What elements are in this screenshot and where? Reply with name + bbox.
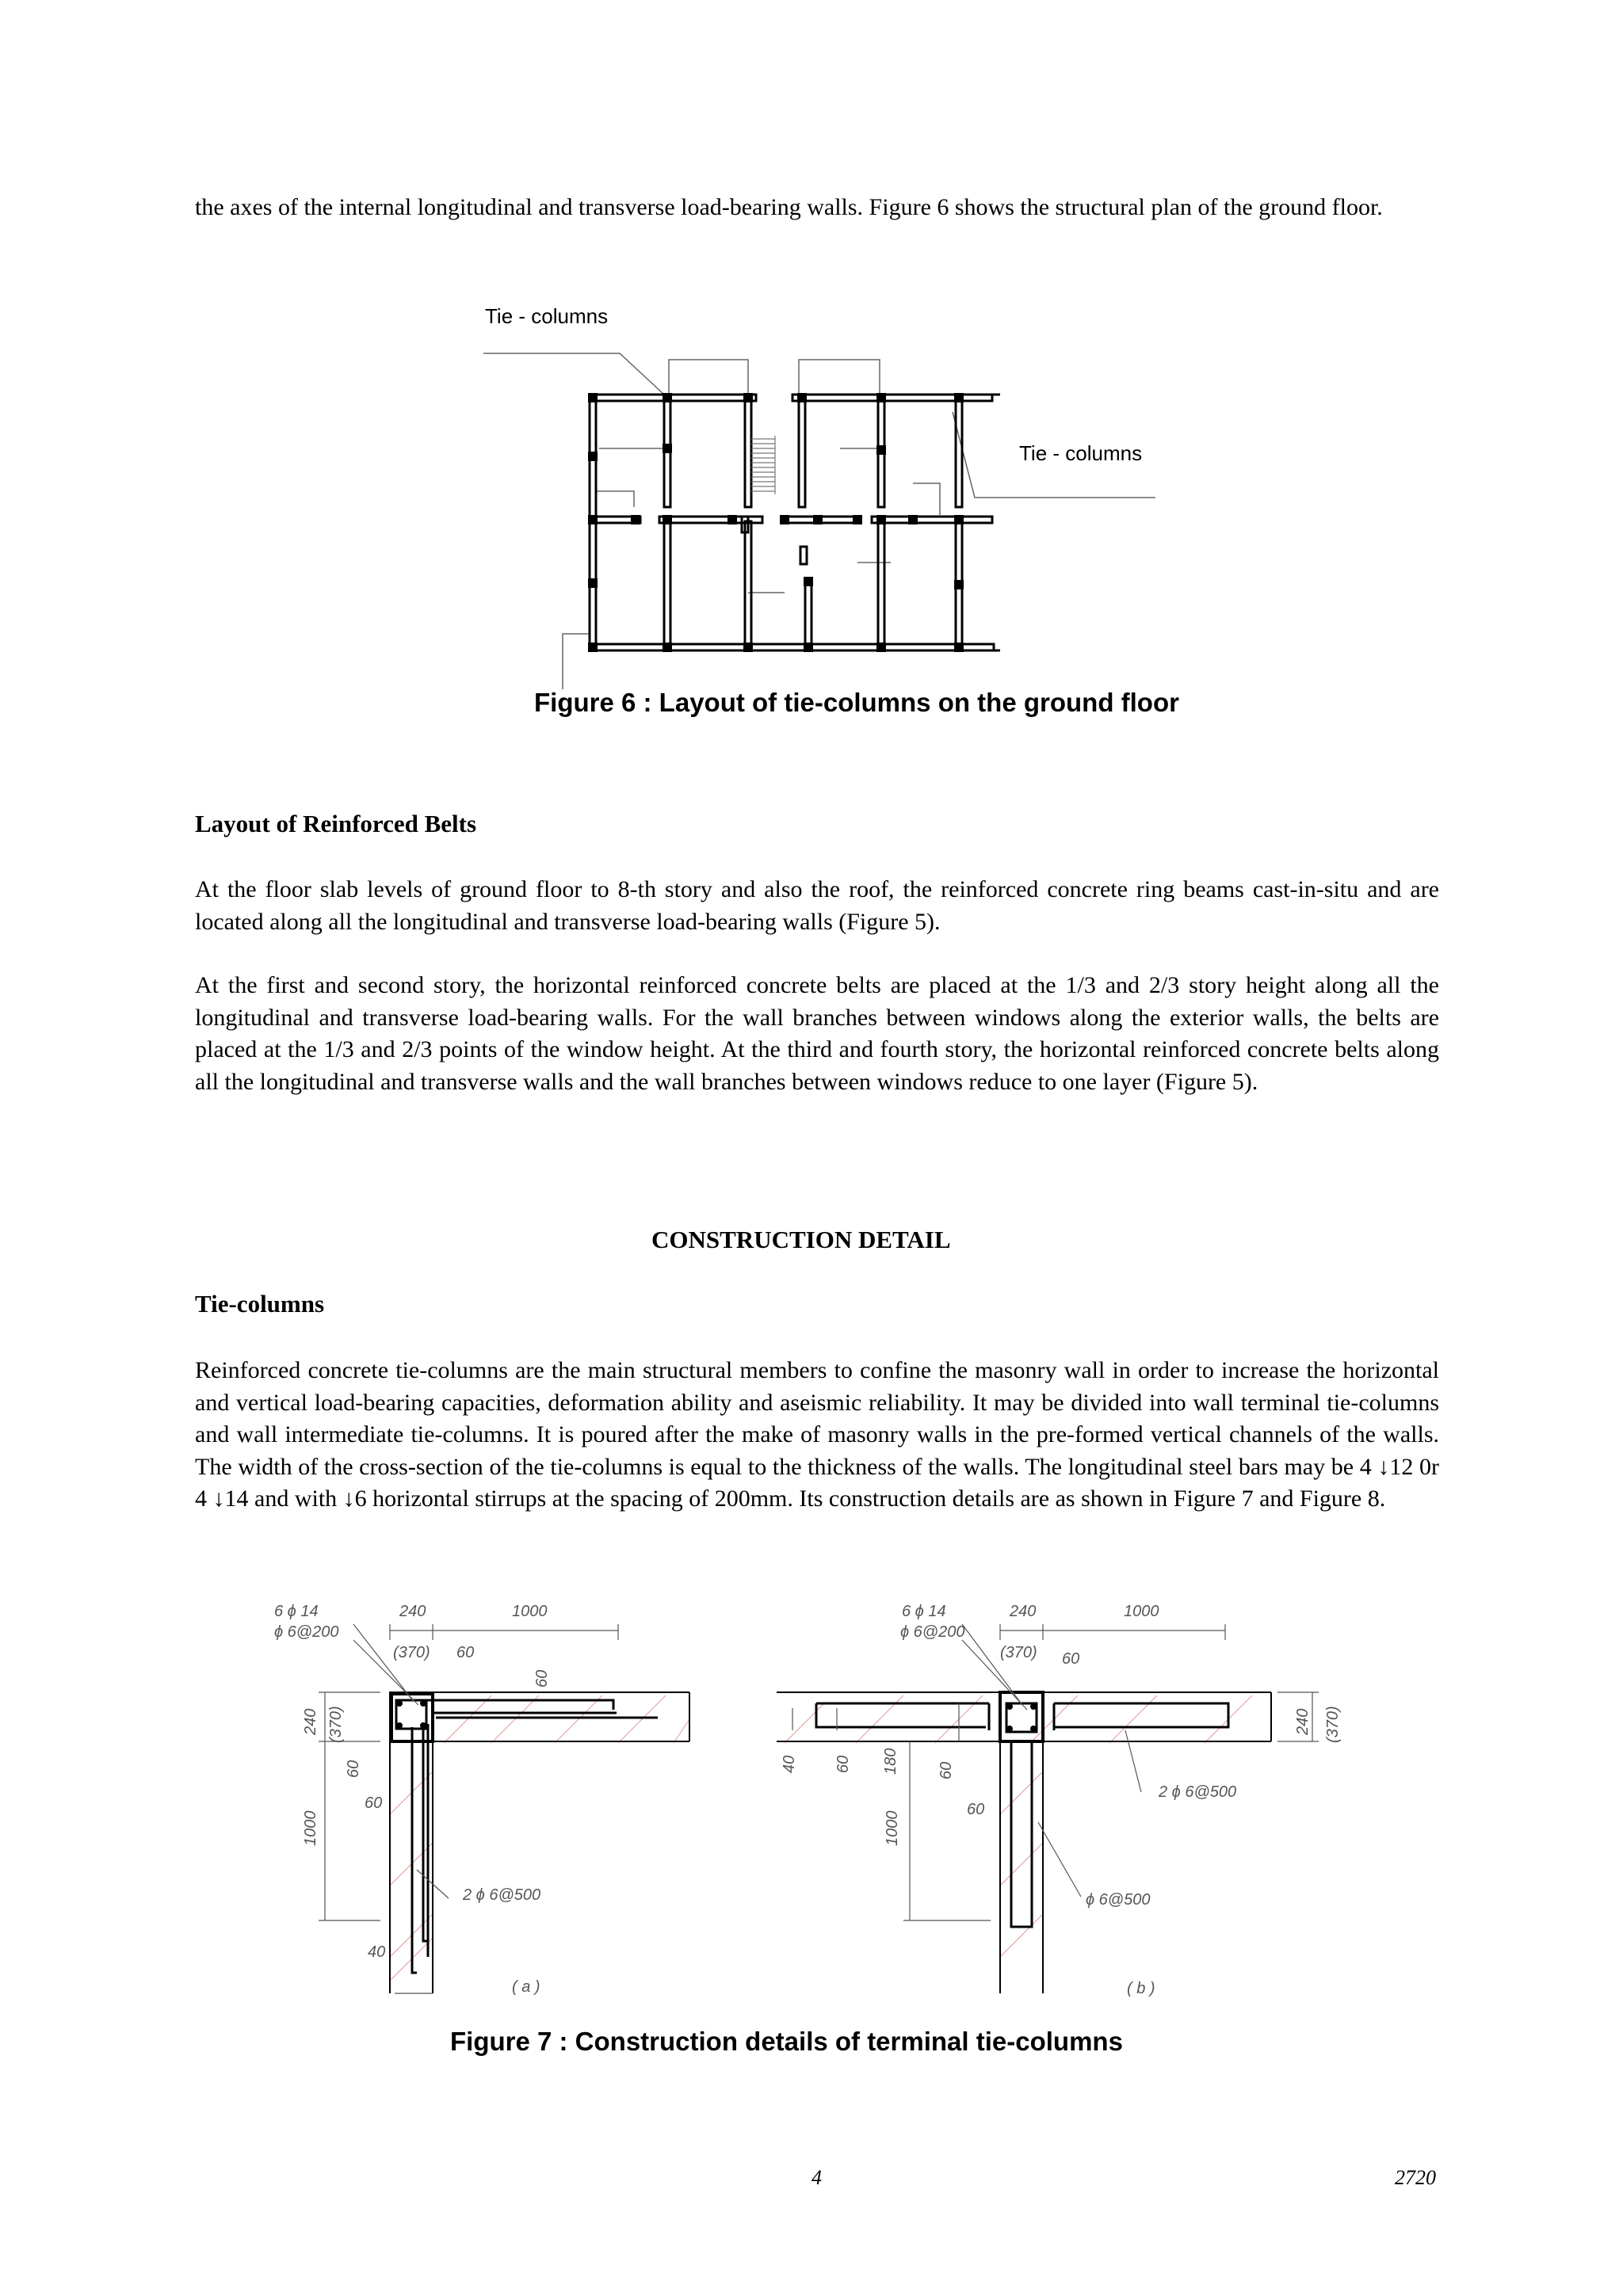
figure6-label-left: Tie - columns (485, 304, 609, 328)
figure7a-subcaption: ( a ) (512, 1978, 540, 1996)
figure7b-bars-label: 6 ϕ 14 (902, 1603, 946, 1620)
figure7b-dim-60-c: 60 (938, 1761, 955, 1779)
figure7b-dim-370-v: (370) (1324, 1706, 1342, 1743)
figure7b-drawing (777, 1624, 1319, 1993)
figure7b-dim-240: 240 (1010, 1603, 1037, 1620)
figure7b-dim-60-b: 60 (834, 1755, 852, 1773)
figure7b-dim-40: 40 (781, 1755, 798, 1773)
figure7a-dim-370-v: (370) (327, 1706, 345, 1743)
paper-id: 2720 (1395, 2166, 1436, 2189)
figure7b-dim-60-a: 60 (1062, 1650, 1080, 1668)
figure7a-dim-240: 240 (399, 1603, 426, 1620)
figure7b-dim-180: 180 (882, 1748, 899, 1775)
figure7a-dim-60-b: 60 (533, 1669, 551, 1688)
figure6-caption: Figure 6 : Layout of tie-columns on the ground floor (534, 688, 1179, 717)
figure7a-dim-60-c: 60 (345, 1760, 362, 1778)
page-number: 4 (812, 2166, 822, 2189)
figure7a-dim-1000-left: 1000 (302, 1810, 319, 1846)
figure7b-dim-60-d: 60 (967, 1801, 985, 1818)
figure7a-tie-label: 2 ϕ 6@500 (463, 1886, 541, 1904)
figure7a-dim-60-d: 60 (365, 1794, 383, 1812)
figure7a-bars-label: 6 ϕ 14 (274, 1603, 319, 1620)
heading-tie-columns: Tie-columns (195, 1290, 325, 1318)
figure7b-tie-h-label: 2 ϕ 6@500 (1159, 1783, 1237, 1801)
figure7a-stirrup-label: ϕ 6@200 (274, 1623, 339, 1641)
figure7b-subcaption: ( b ) (1127, 1980, 1155, 1997)
figure7a-dim-240-v: 240 (302, 1708, 319, 1735)
figure7a-dim-370: (370) (393, 1644, 430, 1661)
figure7a-dim-1000-top: 1000 (512, 1603, 548, 1620)
figure7b-dim-240-v: 240 (1294, 1708, 1312, 1735)
tie-columns-paragraph: Reinforced concrete tie-columns are the main structural members to confine the masonry wall in order to increase the horizontal and vertical load-bearing capacities, deformation ability and aseismic reliability. It may be divided into wall terminal tie-columns and wall intermediate tie-columns. It is poured after the make of masonry walls in the pre-formed vertical channels of the walls. The width of the cross-section of the tie-columns is equal to the thickness of the walls. The longitudinal steel bars may be 4 ↓12 0r 4 ↓14 and with ↓6 horizontal stirrups at the spacing of 200mm. Its construction details are as shown in Figure 7 and Figure 8. (195, 1357, 1439, 1512)
figure6-label-right: Tie - columns (1019, 441, 1143, 465)
heading-construction-detail: CONSTRUCTION DETAIL (651, 1226, 951, 1253)
figure7a-dim-60-a: 60 (456, 1644, 475, 1661)
belts-paragraph-2: At the first and second story, the horizontal reinforced concrete belts are placed at the 1/3 and 2/3 story height along all the longitudinal and transverse load-bearing walls. For the wall branches between windows along the exterior walls, the belts are placed at the 1/3 and 2/3 points of the window height. At the third and fourth story, the horizontal reinforced concrete belts along all the longitudinal and transverse walls and the wall branches between windows reduce to one layer (Figure 5). (195, 972, 1439, 1095)
figure7b-tie-v-label: ϕ 6@500 (1086, 1891, 1151, 1909)
figure7b-stirrup-label: ϕ 6@200 (900, 1623, 965, 1641)
figure7a-dim-40: 40 (368, 1943, 386, 1961)
figure7b-dim-370: (370) (1000, 1644, 1037, 1661)
belts-paragraph-1: At the floor slab levels of ground floor to 8-th story and also the roof, the reinforced concrete ring beams cast-in-situ and are located along all the longitudinal and transverse load-bearing walls (Figure 5). (195, 876, 1439, 935)
heading-reinforced-belts: Layout of Reinforced Belts (195, 810, 477, 837)
figure7-caption: Figure 7 : Construction details of terminal tie-columns (450, 2027, 1123, 2056)
intro-paragraph: the axes of the internal longitudinal and transverse load-bearing walls. Figure 6 shows the structural plan of the ground floor. (195, 194, 1383, 220)
figure7b-dim-1000-left: 1000 (884, 1810, 901, 1846)
figure7b-dim-1000-top: 1000 (1124, 1603, 1159, 1620)
